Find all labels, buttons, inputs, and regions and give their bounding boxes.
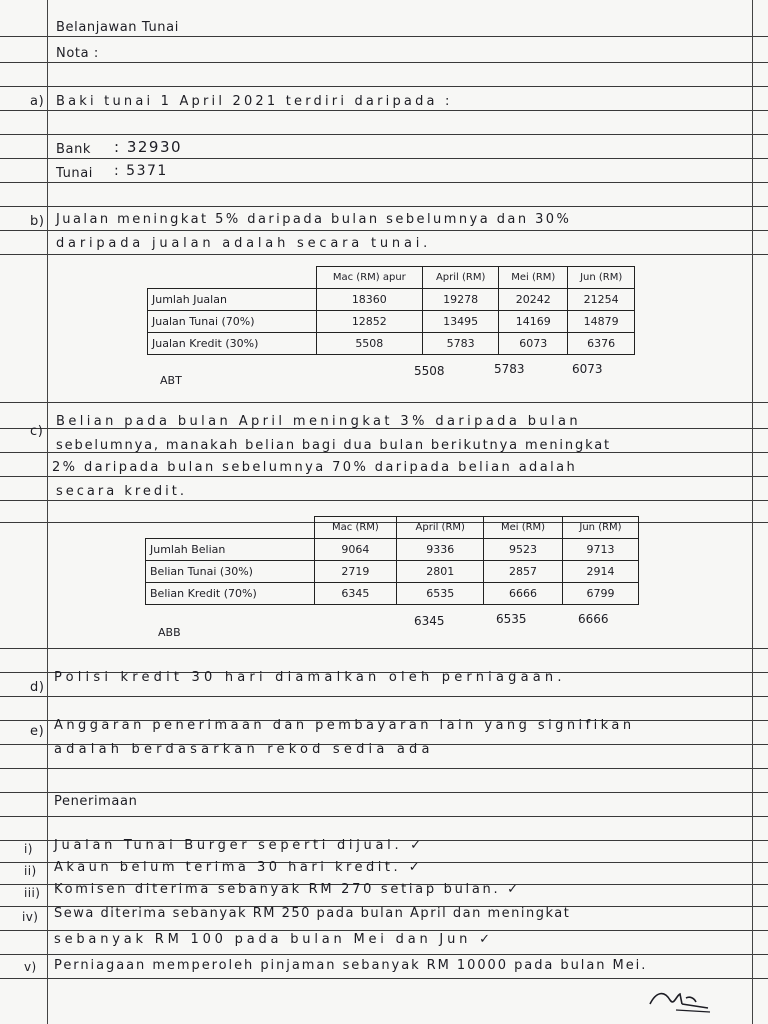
sales-table — [147, 266, 635, 355]
sales-header: Mac (RM) apur — [316, 267, 423, 289]
nota-label: Nota : — [56, 46, 99, 61]
receipt-item-continued: sebanyak RM 100 pada bulan Mei dan Jun ✓ — [54, 932, 494, 947]
row-label: Jualan Tunai (70%) — [148, 311, 317, 333]
ruled-line — [0, 86, 768, 87]
table-cell: 6799 — [562, 583, 638, 605]
ruled-line — [0, 476, 768, 477]
margin-line — [47, 0, 48, 1024]
ruled-line — [0, 954, 768, 955]
ruled-line — [0, 930, 768, 931]
sales-header: Jun (RM) — [568, 267, 635, 289]
ruled-line — [0, 134, 768, 135]
signature-icon — [646, 982, 716, 1016]
table-cell: 19278 — [423, 289, 499, 311]
ruled-line — [0, 230, 768, 231]
margin-line-right — [752, 0, 753, 1024]
item-marker-a: a) — [30, 94, 45, 109]
row-label: Jumlah Belian — [146, 539, 315, 561]
item-c-line1: Belian pada bulan April meningkat 3% daripada bulan — [56, 414, 582, 429]
item-c-line4: secara kredit. — [56, 484, 188, 499]
table-row — [148, 333, 635, 355]
table-cell: 9523 — [484, 539, 563, 561]
sales-header: Mei (RM) — [499, 267, 568, 289]
table-cell: 20242 — [499, 289, 568, 311]
purchases-table — [145, 516, 639, 605]
table-cell: 2801 — [397, 561, 484, 583]
abb-label: ABB — [158, 626, 181, 639]
row-label: Belian Tunai (30%) — [146, 561, 315, 583]
table-row — [146, 539, 639, 561]
receipt-item: Sewa diterima sebanyak RM 250 pada bulan April dan meningkat — [54, 906, 571, 921]
table-row — [146, 561, 639, 583]
table-row — [146, 583, 639, 605]
item-marker-d: d) — [30, 680, 45, 695]
ruled-line — [0, 978, 768, 979]
ruled-line — [0, 816, 768, 817]
receipt-item: Komisen diterima sebanyak RM 270 setiap bulan. ✓ — [54, 882, 521, 897]
table-cell: 5508 — [316, 333, 423, 355]
table-cell: 6376 — [568, 333, 635, 355]
item-marker: ii) — [24, 864, 37, 878]
item-e-line1: Anggaran penerimaan dan pembayaran lain yang signifikan — [54, 718, 635, 733]
ruled-line — [0, 110, 768, 111]
tunai-value: : 5371 — [114, 163, 168, 179]
table-cell: 18360 — [316, 289, 423, 311]
table-cell: 5783 — [423, 333, 499, 355]
item-e-line2: adalah berdasarkan rekod sedia ada — [54, 742, 434, 757]
purchases-header: April (RM) — [397, 517, 484, 539]
abb-value: 6535 — [496, 612, 527, 626]
item-b-line2: daripada jualan adalah secara tunai. — [56, 236, 432, 251]
receipt-item: Perniagaan memperoleh pinjaman sebanyak RM 10000 pada bulan Mei. — [54, 958, 648, 973]
item-marker-c: c) — [30, 424, 44, 439]
ruled-line — [0, 648, 768, 649]
table-cell: 2857 — [484, 561, 563, 583]
penerimaan-title: Penerimaan — [54, 794, 138, 809]
bank-label: Bank — [56, 142, 92, 157]
abt-value: 5783 — [494, 362, 525, 376]
tunai-label: Tunai — [56, 166, 94, 181]
ruled-line — [0, 254, 768, 255]
item-marker: v) — [24, 960, 37, 974]
table-cell: 12852 — [316, 311, 423, 333]
table-cell: 21254 — [568, 289, 635, 311]
table-row — [148, 289, 635, 311]
table-cell: 2719 — [314, 561, 397, 583]
table-cell: 13495 — [423, 311, 499, 333]
item-d-text: Polisi kredit 30 hari diamalkan oleh perniagaan. — [54, 670, 566, 685]
table-cell: 14169 — [499, 311, 568, 333]
row-label: Belian Kredit (70%) — [146, 583, 315, 605]
table-cell: 6073 — [499, 333, 568, 355]
page-title: Belanjawan Tunai — [56, 20, 179, 35]
ruled-line — [0, 402, 768, 403]
bank-value: : 32930 — [114, 138, 183, 156]
row-label: Jualan Kredit (30%) — [148, 333, 317, 355]
item-c-line2: sebelumnya, manakah belian bagi dua bulan berikutnya meningkat — [56, 438, 611, 453]
item-marker-b: b) — [30, 214, 45, 229]
table-row — [148, 311, 635, 333]
abb-value: 6345 — [414, 614, 445, 628]
table-cell: 9336 — [397, 539, 484, 561]
ruled-line — [0, 768, 768, 769]
table-cell: 9064 — [314, 539, 397, 561]
abt-label: ABT — [160, 374, 182, 387]
ruled-line — [0, 62, 768, 63]
abt-value: 5508 — [414, 364, 445, 378]
table-cell: 6666 — [484, 583, 563, 605]
ruled-line — [0, 206, 768, 207]
receipt-item: Jualan Tunai Burger seperti dijual. ✓ — [54, 838, 425, 853]
item-b-line1: Jualan meningkat 5% daripada bulan sebelumnya dan 30% — [56, 212, 572, 227]
ruled-line — [0, 182, 768, 183]
ruled-line — [0, 792, 768, 793]
table-cell: 2914 — [562, 561, 638, 583]
table-cell: 6345 — [314, 583, 397, 605]
ruled-line — [0, 500, 768, 501]
receipt-item: Akaun belum terima 30 hari kredit. ✓ — [54, 860, 424, 875]
sales-header: April (RM) — [423, 267, 499, 289]
purchases-header: Mei (RM) — [484, 517, 563, 539]
item-marker: iv) — [22, 910, 39, 924]
table-cell: 9713 — [562, 539, 638, 561]
ruled-line — [0, 158, 768, 159]
ruled-line — [0, 696, 768, 697]
row-label: Jumlah Jualan — [148, 289, 317, 311]
table-cell: 6535 — [397, 583, 484, 605]
purchases-header: Mac (RM) — [314, 517, 397, 539]
table-cell: 14879 — [568, 311, 635, 333]
item-c-line3: 2% daripada bulan sebelumnya 70% daripada belian adalah — [52, 460, 578, 475]
item-marker: i) — [24, 842, 33, 856]
ruled-line — [0, 36, 768, 37]
abt-value: 6073 — [572, 362, 603, 376]
item-marker-e: e) — [30, 724, 45, 739]
item-marker: iii) — [24, 886, 41, 900]
abb-value: 6666 — [578, 612, 609, 626]
purchases-header: Jun (RM) — [562, 517, 638, 539]
item-a-text: Baki tunai 1 April 2021 terdiri daripada : — [56, 94, 453, 109]
